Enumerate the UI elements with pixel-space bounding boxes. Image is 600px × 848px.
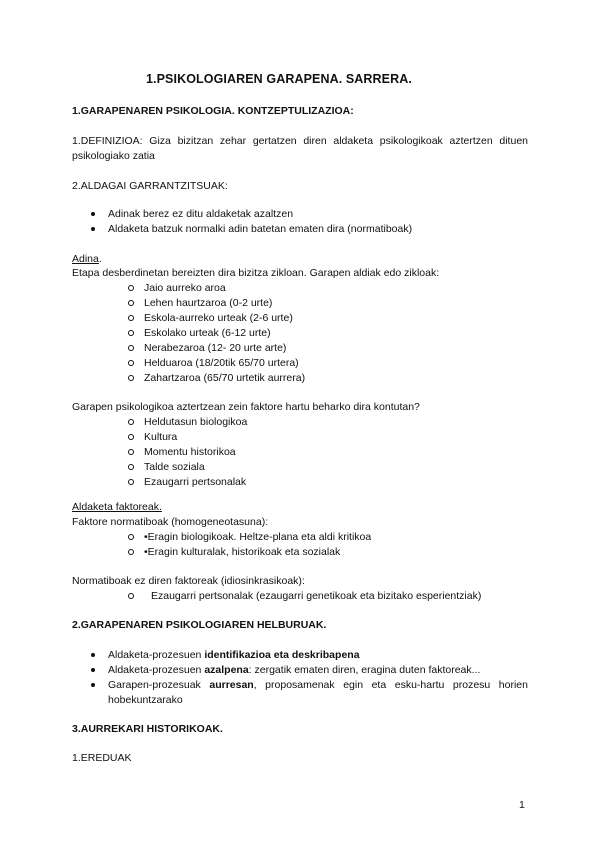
section3-heading: 3.AURREKARI HISTORIKOAK. bbox=[72, 723, 223, 735]
bullet-icon bbox=[91, 683, 95, 687]
list-item: Momentu historikoa bbox=[144, 446, 236, 458]
bullet-ring-icon bbox=[128, 300, 134, 306]
section2-heading: 2.GARAPENAREN PSIKOLOGIAREN HELBURUAK. bbox=[72, 619, 327, 631]
bullet-ring-icon bbox=[128, 534, 134, 540]
bullet-ring-icon bbox=[128, 449, 134, 455]
page-title: 1.PSIKOLOGIAREN GARAPENA. SARRERA. bbox=[146, 72, 412, 86]
section3-sub: 1.EREDUAK bbox=[72, 752, 132, 764]
normatibo-intro: Faktore normatiboak (homogeneotasuna): bbox=[72, 516, 269, 528]
list-item: Zahartzaroa (65/70 urtetik aurrera) bbox=[144, 372, 306, 384]
list-item: Adinak berez ez ditu aldaketak azaltzen bbox=[108, 208, 294, 220]
bullet-ring-icon bbox=[128, 593, 134, 599]
adina-heading bbox=[72, 252, 102, 266]
bullet-ring-icon bbox=[128, 315, 134, 321]
section1-heading: 1.GARAPENAREN PSIKOLOGIA. KONTZEPTULIZAZIOA: bbox=[72, 105, 354, 117]
item-bold-text: identifikazioa eta deskribapena bbox=[204, 649, 360, 661]
bullet-ring-icon bbox=[128, 419, 134, 425]
bullet-ring-icon bbox=[128, 549, 134, 555]
bullet-ring-icon bbox=[128, 345, 134, 351]
item-bold-text: azalpena bbox=[204, 664, 249, 676]
list-item: Eskola-aurreko urteak (2-6 urte) bbox=[144, 312, 293, 324]
list-item: Talde soziala bbox=[144, 461, 205, 473]
list-item: •Eragin kulturalak, historikoak eta sozialak bbox=[144, 546, 341, 558]
list-item bbox=[108, 648, 360, 662]
adina-intro: Etapa desberdinetan bereizten dira bizitza zikloan. Garapen aldiak edo zikloak: bbox=[72, 267, 440, 279]
adina-dot: . bbox=[98, 253, 102, 265]
faktore-intro: Garapen psikologikoa aztertzean zein faktore hartu beharko dira kontutan? bbox=[72, 401, 420, 413]
list-item: Ezaugarri pertsonalak bbox=[144, 476, 247, 488]
item-text: Aldaketa-prozesuen bbox=[108, 664, 205, 676]
aldaketa-label: Aldaketa faktoreak. bbox=[72, 501, 162, 513]
list-item: Ezaugarri pertsonalak (ezaugarri genetikoak eta bizitako esperientziak) bbox=[151, 590, 482, 602]
aldagai-heading: 2.ALDAGAI GARRANTZITSUAK: bbox=[72, 180, 228, 192]
definition-line2: psikologiako zatia bbox=[72, 150, 155, 162]
definition-line1: 1.DEFINIZIOA: Giza bizitzan zehar gertatzen diren aldaketa psikologikoak aztertzen dituen bbox=[72, 135, 528, 147]
list-item: Nerabezaroa (12- 20 urte arte) bbox=[144, 342, 287, 354]
list-item: Aldaketa batzuk normalki adin batetan ematen dira (normatiboak) bbox=[108, 223, 413, 235]
item-bold-text: aurresan bbox=[209, 679, 254, 691]
list-item: Eskolako urteak (6-12 urte) bbox=[144, 327, 271, 339]
list-item: Lehen haurtzaroa (0-2 urte) bbox=[144, 297, 273, 309]
bullet-icon bbox=[91, 668, 95, 672]
list-item bbox=[108, 663, 480, 677]
bullet-icon bbox=[91, 212, 95, 216]
bullet-icon bbox=[91, 653, 95, 657]
list-item: Helduaroa (18/20tik 65/70 urtera) bbox=[144, 357, 299, 369]
list-item bbox=[108, 678, 528, 692]
item-text: : zergatik ematen diren, eragina duten faktoreak... bbox=[248, 664, 481, 676]
list-item: •Eragin biologikoak. Heltze-plana eta aldi kritikoa bbox=[144, 531, 372, 543]
item-text: , proposamenak egin eta esku-hartu prozesu horien bbox=[253, 679, 528, 691]
ez-normatibo-intro: Normatiboak ez diren faktoreak (idiosinkrasikoak): bbox=[72, 575, 305, 587]
bullet-ring-icon bbox=[128, 285, 134, 291]
bullet-ring-icon bbox=[128, 375, 134, 381]
item-text: Garapen-prozesuak bbox=[108, 679, 210, 691]
bullet-ring-icon bbox=[128, 330, 134, 336]
bullet-ring-icon bbox=[128, 464, 134, 470]
page-number: 1 bbox=[519, 799, 525, 811]
adina-label: Adina bbox=[72, 253, 99, 265]
list-item: Heldutasun biologikoa bbox=[144, 416, 248, 428]
bullet-icon bbox=[91, 227, 95, 231]
list-item: Jaio aurreko aroa bbox=[144, 282, 226, 294]
bullet-ring-icon bbox=[128, 479, 134, 485]
bullet-ring-icon bbox=[128, 434, 134, 440]
item-text: Aldaketa-prozesuen bbox=[108, 649, 205, 661]
bullet-ring-icon bbox=[128, 360, 134, 366]
list-item-continuation: hobekuntzarako bbox=[108, 694, 183, 706]
list-item: Kultura bbox=[144, 431, 178, 443]
